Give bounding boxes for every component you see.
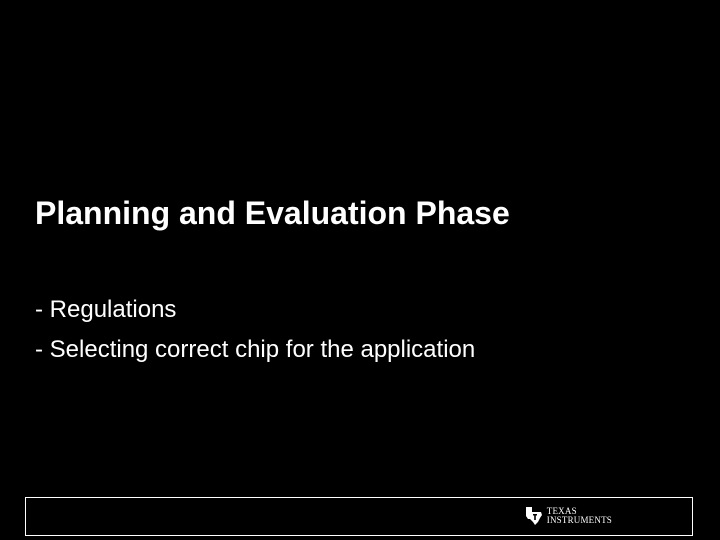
- bullet-item-regulations: - Regulations: [35, 296, 177, 323]
- logo-line-instruments: INSTRUMENTS: [546, 515, 612, 525]
- bullet-list: [35, 290, 475, 370]
- logo-wordmark: [547, 507, 612, 525]
- slide-title: Planning and Evaluation Phase: [35, 195, 510, 231]
- footer-bar: [25, 497, 693, 536]
- bullet-item-selecting-chip: - Selecting correct chip for the application: [35, 336, 476, 363]
- texas-instruments-logo: [525, 506, 612, 526]
- logo-line-texas: TEXAS: [546, 506, 577, 516]
- texas-state-icon: [525, 506, 543, 526]
